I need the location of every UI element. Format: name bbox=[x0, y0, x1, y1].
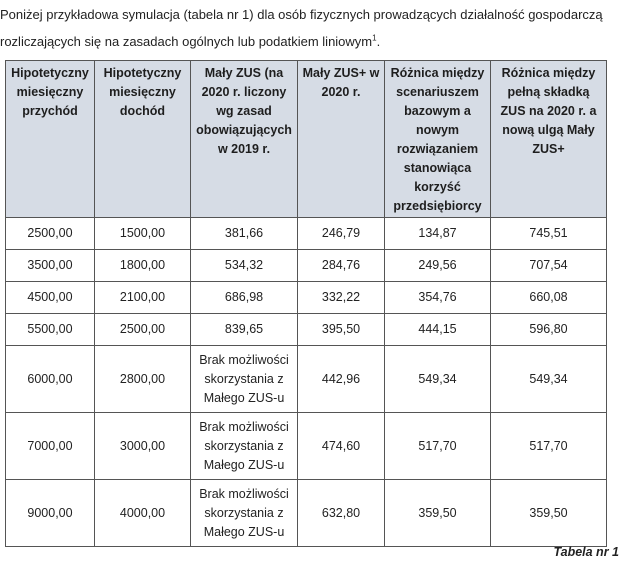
cell-przychod: 4500,00 bbox=[6, 282, 95, 314]
cell-roznica-scenariusz: 134,87 bbox=[385, 218, 491, 250]
cell-przychod: 6000,00 bbox=[6, 346, 95, 413]
cell-roznica-scenariusz: 517,70 bbox=[385, 413, 491, 480]
simulation-table bbox=[5, 60, 607, 547]
cell-roznica-pelna-skladka: 660,08 bbox=[491, 282, 607, 314]
cell-przychod: 5500,00 bbox=[6, 314, 95, 346]
footnote-mark[interactable]: 1 bbox=[372, 33, 377, 43]
intro-line-2-text: rozliczających się na zasadach ogólnych lub podatkiem liniowym bbox=[0, 34, 373, 49]
header-maly-zus-plus: Mały ZUS+ w 2020 r. bbox=[298, 61, 385, 218]
header-przychod: Hipotetyczny miesięczny przychód bbox=[6, 61, 95, 218]
cell-roznica-scenariusz: 549,34 bbox=[385, 346, 491, 413]
cell-maly-zus-plus: 474,60 bbox=[298, 413, 385, 480]
header-dochod: Hipotetyczny miesięczny dochód bbox=[95, 61, 191, 218]
table-caption: Tabela nr 1 bbox=[553, 545, 619, 559]
intro-line-2 bbox=[0, 27, 625, 58]
cell-przychod: 9000,00 bbox=[6, 480, 95, 547]
cell-maly-zus-plus: 632,80 bbox=[298, 480, 385, 547]
cell-dochod: 3000,00 bbox=[95, 413, 191, 480]
intro-line-2-end: . bbox=[376, 34, 381, 49]
table-row bbox=[6, 218, 607, 250]
cell-roznica-scenariusz: 354,76 bbox=[385, 282, 491, 314]
cell-przychod: 3500,00 bbox=[6, 250, 95, 282]
cell-dochod: 2100,00 bbox=[95, 282, 191, 314]
cell-roznica-pelna-skladka: 517,70 bbox=[491, 413, 607, 480]
cell-roznica-pelna-skladka: 745,51 bbox=[491, 218, 607, 250]
header-roznica-scenariusz: Różnica między scenariuszem bazowym a nowym rozwiązaniem stanowiąca korzyść przedsiębiorcy bbox=[385, 61, 491, 218]
table-row bbox=[6, 480, 607, 547]
cell-maly-zus-plus: 332,22 bbox=[298, 282, 385, 314]
cell-dochod: 2500,00 bbox=[95, 314, 191, 346]
intro-paragraph bbox=[0, 0, 625, 58]
cell-dochod: 1500,00 bbox=[95, 218, 191, 250]
cell-maly-zus-plus: 395,50 bbox=[298, 314, 385, 346]
cell-roznica-pelna-skladka: 707,54 bbox=[491, 250, 607, 282]
cell-roznica-scenariusz: 444,15 bbox=[385, 314, 491, 346]
header-roznica-pelna-skladka: Różnica między pełną składką ZUS na 2020 r. a nową ulgą Mały ZUS+ bbox=[491, 61, 607, 218]
table-header-row bbox=[6, 61, 607, 218]
cell-maly-zus: Brak możliwości skorzystania z Małego ZUS-u bbox=[191, 413, 298, 480]
header-maly-zus: Mały ZUS (na 2020 r. liczony wg zasad obowiązujących w 2019 r. bbox=[191, 61, 298, 218]
table-row bbox=[6, 346, 607, 413]
cell-maly-zus: Brak możliwości skorzystania z Małego ZUS-u bbox=[191, 480, 298, 547]
table-row bbox=[6, 413, 607, 480]
cell-przychod: 7000,00 bbox=[6, 413, 95, 480]
cell-roznica-pelna-skladka: 549,34 bbox=[491, 346, 607, 413]
cell-dochod: 4000,00 bbox=[95, 480, 191, 547]
cell-dochod: 1800,00 bbox=[95, 250, 191, 282]
cell-maly-zus-plus: 284,76 bbox=[298, 250, 385, 282]
cell-roznica-pelna-skladka: 596,80 bbox=[491, 314, 607, 346]
table-row bbox=[6, 314, 607, 346]
cell-roznica-pelna-skladka: 359,50 bbox=[491, 480, 607, 547]
cell-maly-zus: Brak możliwości skorzystania z Małego ZUS-u bbox=[191, 346, 298, 413]
cell-przychod: 2500,00 bbox=[6, 218, 95, 250]
cell-maly-zus: 381,66 bbox=[191, 218, 298, 250]
cell-roznica-scenariusz: 249,56 bbox=[385, 250, 491, 282]
cell-maly-zus: 534,32 bbox=[191, 250, 298, 282]
cell-maly-zus-plus: 246,79 bbox=[298, 218, 385, 250]
table-row bbox=[6, 282, 607, 314]
cell-maly-zus-plus: 442,96 bbox=[298, 346, 385, 413]
intro-line-1: Poniżej przykładowa symulacja (tabela nr 1) dla osób fizycznych prowadzących działalność gospodarczą bbox=[0, 7, 603, 22]
cell-maly-zus: 839,65 bbox=[191, 314, 298, 346]
cell-roznica-scenariusz: 359,50 bbox=[385, 480, 491, 547]
table-row bbox=[6, 250, 607, 282]
cell-dochod: 2800,00 bbox=[95, 346, 191, 413]
cell-maly-zus: 686,98 bbox=[191, 282, 298, 314]
